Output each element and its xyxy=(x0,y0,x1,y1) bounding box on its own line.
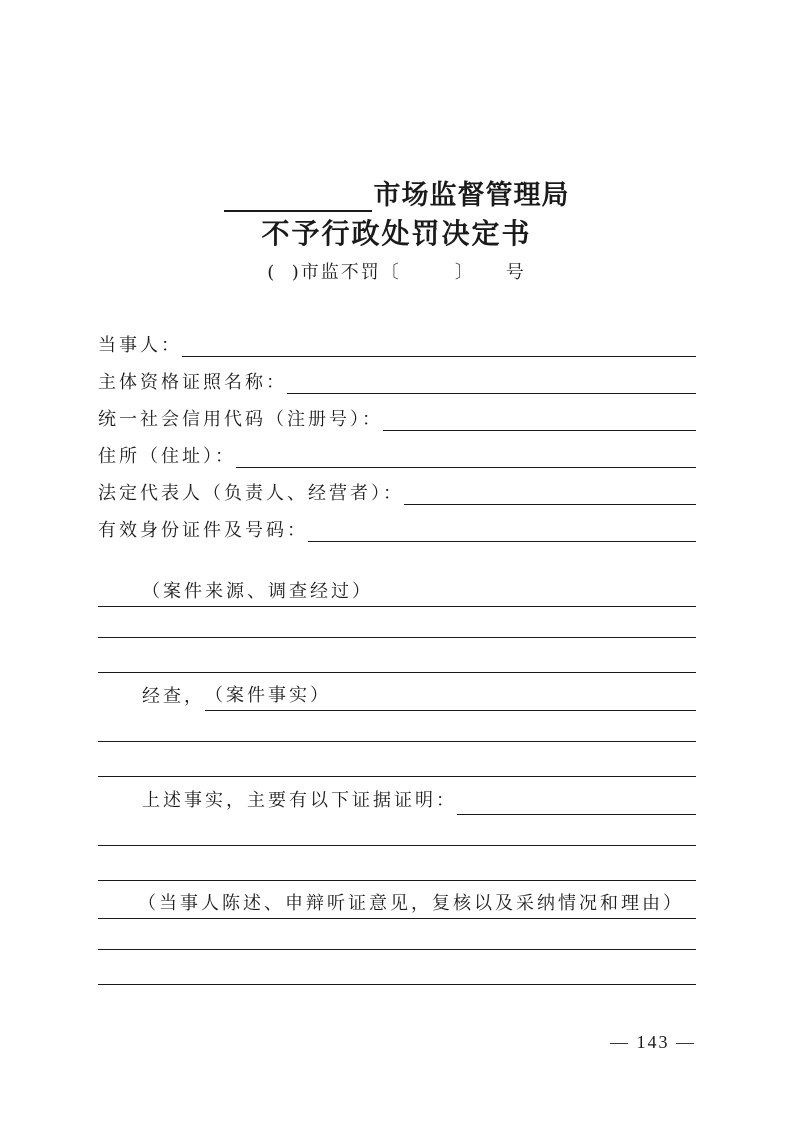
agency-title-suffix: 市场监督管理局 xyxy=(373,180,570,211)
blank-line[interactable] xyxy=(98,845,696,846)
field-address xyxy=(98,441,696,471)
field-credit-code xyxy=(98,404,696,434)
statement-hint: （当事人陈述、申辩听证意见，复核以及采纳情况和理由） xyxy=(98,892,696,919)
blank-line[interactable] xyxy=(98,949,696,950)
field-license-name-label: 主体资格证照名称： xyxy=(98,372,287,393)
facts-blank[interactable] xyxy=(331,709,696,711)
facts-paragraph xyxy=(98,681,696,711)
agency-title xyxy=(0,168,793,212)
blank-line[interactable] xyxy=(98,776,696,777)
document-number: ( )市监不罚〔 〕 号 xyxy=(267,262,526,283)
case-source-paragraph xyxy=(98,577,696,607)
field-id-document-blank[interactable] xyxy=(308,540,696,542)
field-license-name xyxy=(98,367,696,397)
blank-line[interactable] xyxy=(98,741,696,742)
evidence-blank[interactable] xyxy=(457,813,696,815)
field-party-label: 当事人： xyxy=(98,335,182,356)
evidence-paragraph xyxy=(98,785,696,815)
case-source-hint: （案件来源、调查经过） xyxy=(98,580,373,607)
field-legal-representative-label: 法定代表人（负责人、经营者）： xyxy=(98,483,404,504)
blank-line[interactable] xyxy=(98,880,696,881)
field-license-name-blank[interactable] xyxy=(287,392,696,394)
field-legal-representative xyxy=(98,478,696,508)
facts-hint: （案件事实） xyxy=(205,684,331,711)
blank-line[interactable] xyxy=(98,672,696,673)
facts-lead: 经查， xyxy=(142,686,205,707)
document-title: 不予行政处罚决定书 xyxy=(261,217,532,250)
agency-name-blank[interactable] xyxy=(224,180,372,212)
blank-line[interactable] xyxy=(98,984,696,985)
case-source-blank[interactable] xyxy=(373,605,696,607)
field-party-blank[interactable] xyxy=(182,355,696,357)
field-party xyxy=(98,330,696,360)
field-credit-code-label: 统一社会信用代码（注册号）： xyxy=(98,409,383,430)
statement-paragraph xyxy=(98,889,696,919)
page-number: — 143 — xyxy=(610,1032,696,1052)
evidence-lead: 上述事实，主要有以下证据证明： xyxy=(142,790,457,811)
field-credit-code-blank[interactable] xyxy=(383,429,696,431)
field-legal-representative-blank[interactable] xyxy=(404,503,696,505)
field-id-document-label: 有效身份证件及号码： xyxy=(98,520,308,541)
field-id-document xyxy=(98,515,696,545)
blank-line[interactable] xyxy=(98,637,696,638)
field-address-label: 住所（住址）： xyxy=(98,446,236,467)
field-address-blank[interactable] xyxy=(236,466,696,468)
